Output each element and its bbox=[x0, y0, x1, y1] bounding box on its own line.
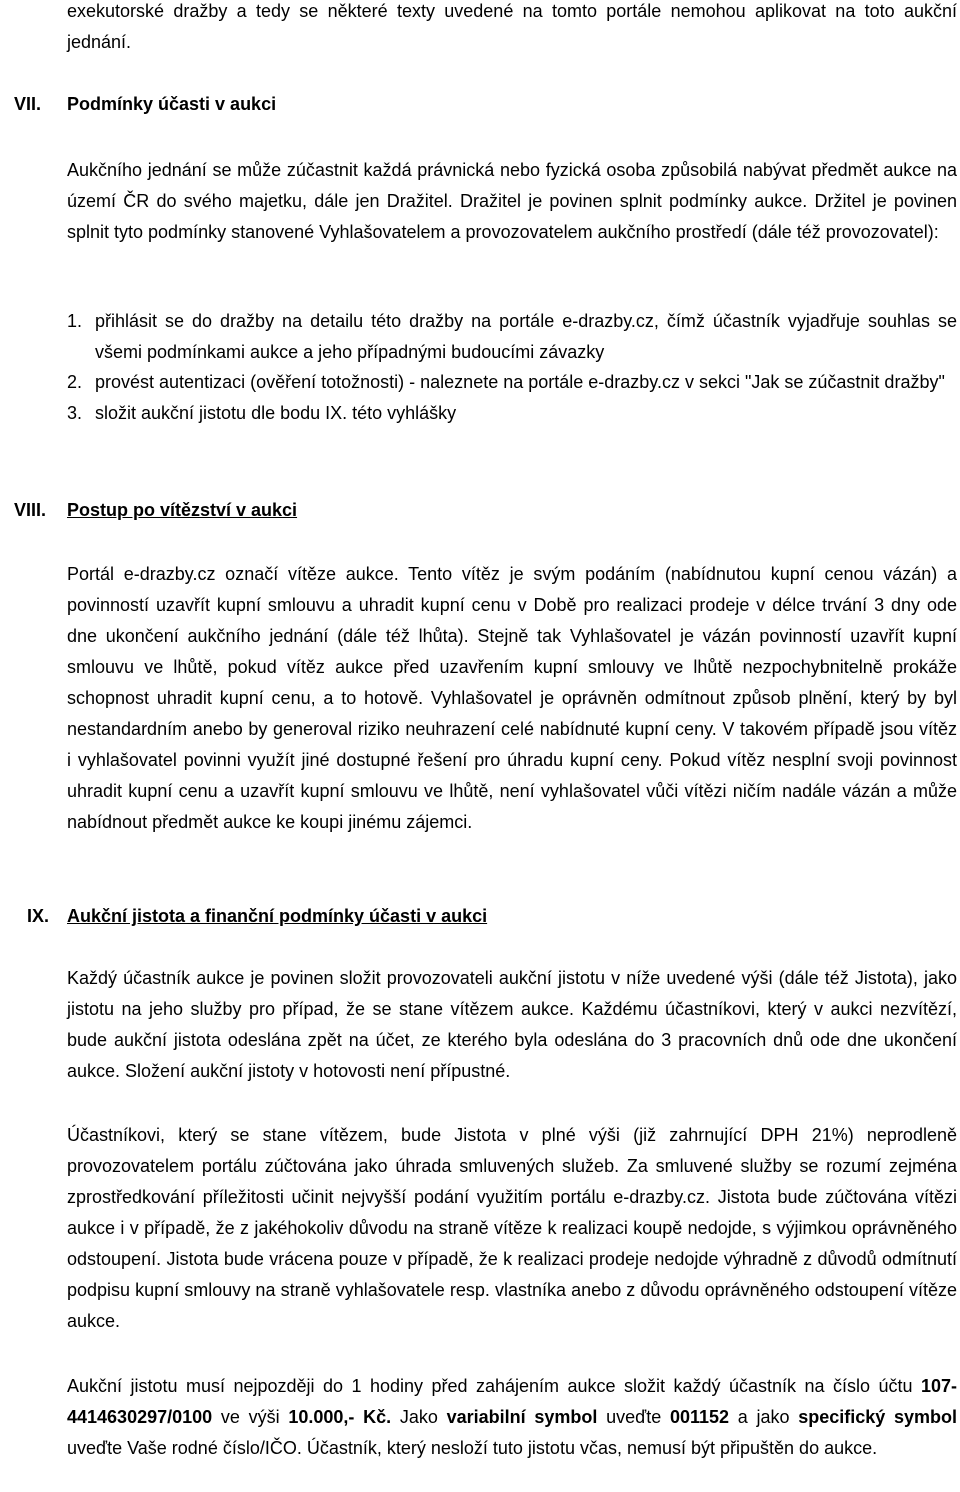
section-ix-paragraph-2: Účastníkovi, který se stane vítězem, bude Jistota v plné výši (již zahrnující DPH 21%) neprodleně provozovatelem portálu zúčtována jako úhrada smluvených služeb. Za smluvené služby se rozumí zejména zprostředkování příležitosti učinit nejvyšší podání využitím portálu e-drazby.cz. Jistota bude zúčtována vítězi aukce i v případě, že z jakéhokoliv důvodu na straně vítěze k realizaci koupě nedojde, s výjimkou oprávněného odstoupení. Jistota bude vrácena pouze v případě, že k realizaci prodeje nedojde výhradně z důvodů odmítnutí podpisu kupní smlouvy na straně vyhlašovatele resp. vlastníka anebo z důvodu oprávněného odstoupení vítěze aukce. bbox=[67, 1125, 957, 1331]
text: a jako bbox=[729, 1407, 799, 1427]
list-item-text: provést autentizaci (ověření totožnosti) - naleznete na portále e-drazby.cz v sekci "Jak se zúčastnit dražby" bbox=[95, 372, 945, 392]
section-vii-paragraph: Aukčního jednání se může zúčastnit každá právnická nebo fyzická osoba způsobilá nabývat předmět aukce na území ČR do svého majetku, dále jen Dražitel. Dražitel je povinen splnit podmínky aukce. Držitel je povinen splnit tyto podmínky stanovené Vyhlašovatelem a provozovatelem aukčního prostředí (dále též provozovatel): bbox=[67, 160, 957, 242]
section-vii-list bbox=[67, 306, 957, 428]
list-item-number: 3. bbox=[67, 402, 83, 423]
section-vii-title: Podmínky účasti v aukci bbox=[67, 94, 277, 114]
list-item-text: přihlásit se do dražby na detailu této dražby na portále e-drazby.cz, čímž účastník vyjadřuje souhlas se všemi podmínkami aukce a jeho případnými budoucími závazky bbox=[95, 311, 957, 362]
specific-symbol-label: specifický symbol bbox=[798, 1407, 958, 1427]
section-viii-paragraph: Portál e-drazby.cz označí vítěze aukce. Tento vítěz je svým podáním (nabídnutou kupní cenou vázán) a povinností uzavřít kupní smlouvu a uhradit kupní cenu v Době pro realizaci prodeje v délce trvání 3 dny ode dne ukončení aukčního jednání (dále též lhůta). Stejně tak Vyhlašovatel je vázán povinností uzavřít kupní smlouvu ve lhůtě, pokud vítěz aukce před uzavřením kupní smlouvy ve lhůtě nezpochybnitelně prokáže schopnost uhradit kupní cenu, a to hotově. Vyhlašovatel je oprávněn odmítnout způsob plnění, který by byl nestandardním anebo by generoval riziko neuhrazení celé nabídnuté kupní ceny. V takovém případě jsou vítěz i vyhlašovatel povinni využít jiné dostupné řešení pro úhradu kupní ceny. Pokud vítěz nesplní svoji povinnost uhradit kupní cenu a uzavřít kupní smlouvu ve lhůtě, není vyhlašovatel vůči vítězi ničím nadále vázán a může nabídnout předmět aukce ke koupi jinému zájemci. bbox=[67, 564, 957, 832]
list-item-number: 1. bbox=[67, 311, 83, 331]
deposit-amount: 10.000,- Kč. bbox=[288, 1407, 392, 1427]
section-viii-number: VIII. bbox=[14, 500, 47, 520]
text: uveďte Vaše rodné číslo/IČO. Účastník, který nesloží tuto jistotu včas, nemusí být připuštěn do aukce. bbox=[67, 1438, 878, 1458]
section-ix-number: IX. bbox=[27, 906, 50, 926]
text: uveďte bbox=[597, 1407, 670, 1427]
section-ix-title: Aukční jistota a finanční podmínky účasti v aukci bbox=[67, 906, 488, 926]
text: Aukční jistotu musí nejpozději do 1 hodiny před zahájením aukce složit každý účastník na číslo účtu bbox=[67, 1376, 921, 1396]
list-item-text: složit aukční jistotu dle bodu IX. této vyhlášky bbox=[95, 402, 457, 423]
text: Jako bbox=[391, 1407, 447, 1427]
intro-tail-paragraph: exekutorské dražby a tedy se některé texty uvedené na tomto portále nemohou aplikovat na toto aukční jednání. bbox=[67, 1, 957, 52]
variable-symbol-value: 001152 bbox=[669, 1407, 730, 1427]
list-item bbox=[67, 367, 957, 398]
list-item-number: 2. bbox=[67, 372, 83, 392]
section-vii-number: VII. bbox=[14, 94, 42, 114]
list-item bbox=[67, 306, 957, 367]
section-viii-title: Postup po vítězství v aukci bbox=[67, 500, 298, 520]
account-number: 107-4414630297/0100 bbox=[67, 1376, 957, 1427]
section-ix-paragraph-1: Každý účastník aukce je povinen složit provozovateli aukční jistotu v níže uvedené výši (dále též Jistota), jako jistotu na jeho služby pro případ, že se stane vítězem aukce. Každému účastníkovi, který v aukci nezvítězí, bude aukční jistota odeslána zpět na účet, ze kterého byla odeslána do 3 pracovních dnů ode dne ukončení aukce. Složení aukční jistoty v hotovosti není přípustné. bbox=[67, 968, 957, 1081]
text: ve výši bbox=[212, 1407, 289, 1427]
section-ix-paragraph-3 bbox=[67, 1371, 957, 1464]
variable-symbol-label: variabilní symbol bbox=[446, 1407, 598, 1427]
list-item bbox=[67, 398, 957, 429]
